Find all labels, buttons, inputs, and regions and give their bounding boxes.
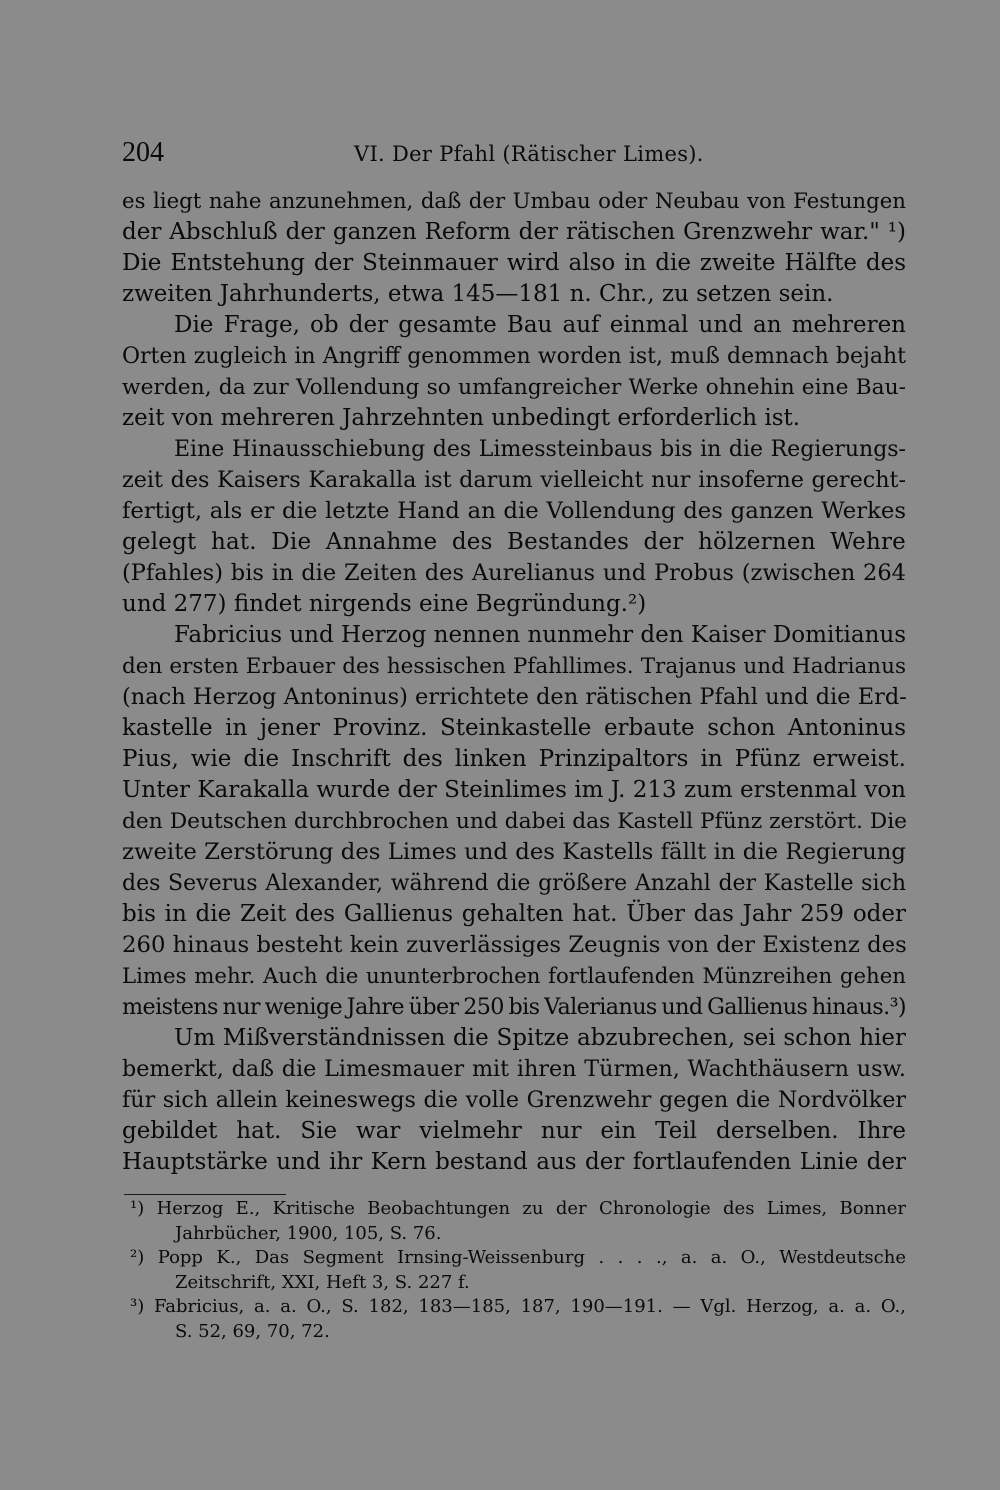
- text-line: Limes mehr. Auch die ununterbrochen fortlaufenden Münzreihen gehen: [122, 964, 906, 989]
- text-line: den Deutschen durchbrochen und dabei das Kastell Pfünz zerstört. Die: [122, 809, 908, 834]
- text-line: Die Entstehung der Steinmauer wird also in die zweite Hälfte des: [122, 250, 906, 276]
- text-line: gebildet hat. Sie war vielmehr nur ein Teil derselben. Ihre: [122, 1118, 906, 1144]
- footnote-divider: [124, 1194, 286, 1195]
- text-line: Hauptstärke und ihr Kern bestand aus der fortlaufenden Linie der: [122, 1149, 906, 1175]
- text-line: den ersten Erbauer des hessischen Pfahllimes. Trajanus und Hadrianus: [122, 654, 906, 679]
- footnote-3-line-1: ³) Fabricius, a. a. O., S. 182, 183—185, 187, 190—191. — Vgl. Herzog, a. a. O.,: [130, 1296, 906, 1317]
- footnote-1-line-1: ¹) Herzog E., Kritische Beobachtungen zu der Chronologie des Limes, Bonner: [130, 1198, 906, 1219]
- text-line: und 277) findet nirgends eine Begründung.²): [122, 591, 647, 617]
- text-line: bis in die Zeit des Gallienus gehalten hat. Über das Jahr 259 oder: [122, 901, 906, 927]
- text-line: zeit des Kaisers Karakalla ist darum vielleicht nur insoferne gerecht-: [122, 467, 906, 493]
- text-line: der Abschluß der ganzen Reform der rätischen Grenzwehr war." ¹): [122, 219, 906, 245]
- text-line: werden, da zur Vollendung so umfangreicher Werke ohnehin eine Bau-: [122, 375, 906, 400]
- text-line: (nach Herzog Antoninus) errichtete den rätischen Pfahl und die Erd-: [122, 684, 907, 710]
- text-line: Pius, wie die Inschrift des linken Prinzipaltors in Pfünz erweist.: [122, 746, 906, 772]
- text-line: bemerkt, daß die Limesmauer mit ihren Türmen, Wachthäusern usw.: [122, 1056, 906, 1082]
- text-line: gelegt hat. Die Annahme des Bestandes der hölzernen Wehre: [122, 529, 906, 555]
- footnote-2-line-2: Zeitschrift, XXI, Heft 3, S. 227 f.: [175, 1271, 470, 1293]
- text-line: zweiten Jahrhunderts, etwa 145—181 n. Chr., zu setzen sein.: [122, 281, 834, 307]
- text-line: (Pfahles) bis in die Zeiten des Aurelianus und Probus (zwischen 264: [122, 560, 906, 586]
- text-line: es liegt nahe anzunehmen, daß der Umbau oder Neubau von Festungen: [122, 189, 906, 214]
- text-line: Orten zugleich in Angriff genommen worden ist, muß demnach bejaht: [122, 344, 906, 369]
- text-line: meistens nur wenige Jahre über 250 bis Valerianus und Gallienus hinaus.³): [122, 994, 906, 1020]
- text-line: zeit von mehreren Jahrzehnten unbedingt erforderlich ist.: [122, 405, 801, 431]
- text-line: des Severus Alexander, während die größere Anzahl der Kastelle sich: [122, 871, 906, 896]
- text-line: Eine Hinausschiebung des Limessteinbaus bis in die Regierungs-: [174, 437, 906, 462]
- text-line: Die Frage, ob der gesamte Bau auf einmal und an mehreren: [174, 312, 906, 338]
- text-line: 260 hinaus besteht kein zuverlässiges Zeugnis von der Existenz des: [122, 932, 907, 958]
- body-text: [122, 186, 906, 1178]
- running-head: VI. Der Pfahl (Rätischer Limes).: [354, 142, 704, 166]
- footnote-3-line-2: S. 52, 69, 70, 72.: [175, 1320, 330, 1342]
- text-line: fertigt, als er die letzte Hand an die Vollendung des ganzen Werkes: [122, 498, 906, 524]
- page-number: 204: [122, 137, 164, 168]
- footnote-2-line-1: ²) Popp K., Das Segment Irnsing-Weissenburg . . . ., a. a. O., Westdeutsche: [130, 1247, 906, 1268]
- text-line: Fabricius und Herzog nennen nunmehr den Kaiser Domitianus: [174, 622, 907, 648]
- text-line: Unter Karakalla wurde der Steinlimes im J. 213 zum erstenmal von: [122, 777, 906, 803]
- text-line: zweite Zerstörung des Limes und des Kastells fällt in die Regierung: [122, 839, 906, 865]
- footnotes: [130, 1197, 906, 1344]
- text-line: Um Mißverständnissen die Spitze abzubrechen, sei schon hier: [174, 1025, 906, 1051]
- text-line: für sich allein keineswegs die volle Grenzwehr gegen die Nordvölker: [122, 1087, 906, 1113]
- page-header: [122, 136, 906, 176]
- footnote-1-line-2: Jahrbücher, 1900, 105, S. 76.: [175, 1222, 442, 1244]
- text-line: kastelle in jener Provinz. Steinkastelle erbaute schon Antoninus: [122, 715, 906, 741]
